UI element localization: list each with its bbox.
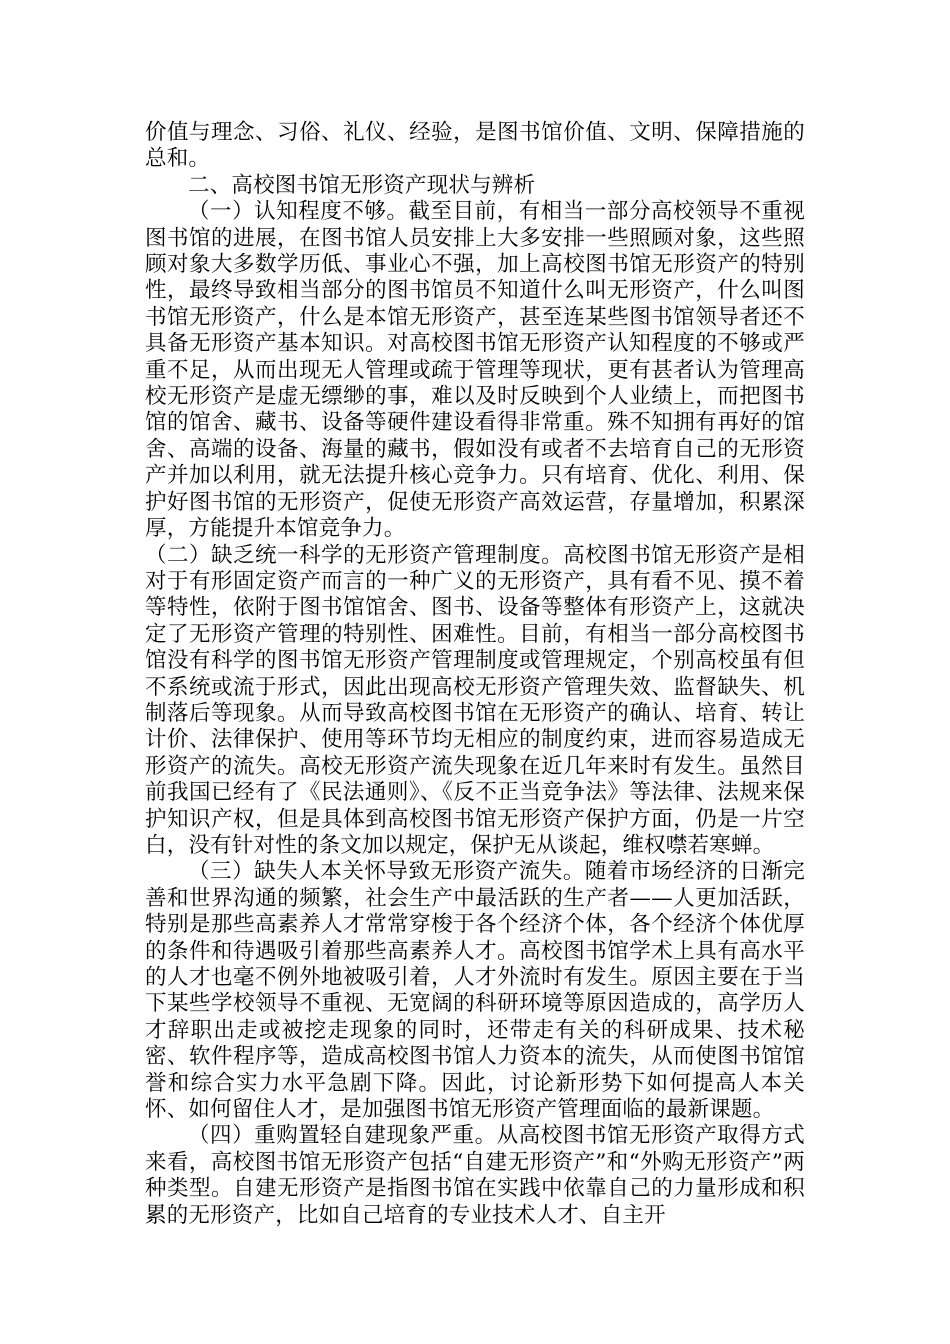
paragraph-cognition: （一）认知程度不够。截至目前，有相当一部分高校领导不重视图书馆的进展，在图书馆人员安排上大多安排一些照顾对象，这些照顾对象大多数学历低、事业心不强，加上高校图书馆无形资产的特别性，最终导致相当部分的图书馆员不知道什么叫无形资产，什么叫图书馆无形资产，什么是本馆无形资产，甚至连某些图书馆领导者还不具备无形资产基本知识。对高校图书馆无形资产认知程度的不够或严重不足，从而出现无人管理或疏于管理等现状，更有甚者认为管理高校无形资产是虚无缥缈的事，难以及时反映到个人业绩上，而把图书馆的馆舍、藏书、设备等硬件建设看得非常重。殊不知拥有再好的馆舍、高端的设备、海量的藏书，假如没有或者不去培育自己的无形资产并加以利用，就无法提升核心竞争力。只有培育、优化、利用、保护好图书馆的无形资产，促使无形资产高效运营，存量增加，积累深厚，方能提升本馆竞争力。 — [145, 199, 805, 542]
paragraph-purchase-vs-build: （四）重购置轻自建现象严重。从高校图书馆无形资产取得方式来看，高校图书馆无形资产包括“自建无形资产”和“外购无形资产”两种类型。自建无形资产是指图书馆在实践中依靠自己的力量形成和积累的无形资产，比如自己培育的专业技术人才、自主开 — [145, 1123, 805, 1228]
paragraph-continuation: 价值与理念、习俗、礼仪、经验，是图书馆价值、文明、保障措施的总和。 — [145, 120, 805, 172]
paragraph-management-system: （二）缺乏统一科学的无形资产管理制度。高校图书馆无形资产是相对于有形固定资产而言的一种广义的无形资产，具有看不见、摸不着等特性，依附于图书馆馆舍、图书、设备等整体有形资产上，这就决定了无形资产管理的特别性、困难性。目前，有相当一部分高校图书馆没有科学的图书馆无形资产管理制度或管理规定，个别高校虽有但不系统或流于形式，因此出现高校无形资产管理失效、监督缺失、机制落后等现象。从而导致高校图书馆在无形资产的确认、培育、转让计价、法律保护、使用等环节均无相应的制度约束，进而容易造成无形资产的流失。高校无形资产流失现象在近几年来时有发生。虽然目前我国已经有了《民法通则》、《反不正当竞争法》等法律、法规来保护知识产权，但是具体到高校图书馆无形资产保护方面，仍是一片空白，没有针对性的条文加以规定，保护无从谈起，维权噤若寒蝉。 — [145, 542, 805, 858]
paragraph-humanistic-care: （三）缺失人本关怀导致无形资产流失。随着市场经济的日渐完善和世界沟通的频繁，社会生产中最活跃的生产者——人更加活跃，特别是那些高素养人才常常穿梭于各个经济个体，各个经济个体优厚的条件和待遇吸引着那些高素养人才。高校图书馆学术上具有高水平的人才也毫不例外地被吸引着，人才外流时有发生。原因主要在于当下某些学校领导不重视、无宽阔的科研环境等原因造成的，高学历人才辞职出走或被挖走现象的同时，还带走有关的科研成果、技术秘密、软件程序等，造成高校图书馆人力资本的流失，从而使图书馆馆誉和综合实力水平急剧下降。因此，讨论新形势下如何提高人本关怀、如何留住人才，是加强图书馆无形资产管理面临的最新课题。 — [145, 859, 805, 1123]
body-text — [145, 120, 805, 1229]
section-heading: 二、高校图书馆无形资产现状与辨析 — [188, 172, 536, 198]
